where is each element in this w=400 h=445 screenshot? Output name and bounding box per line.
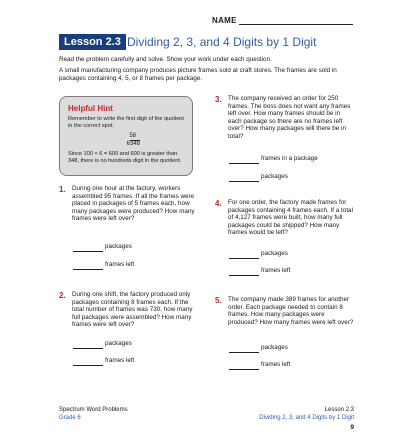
problem-1-number: 1.: [59, 185, 66, 194]
problem-2-answer-line-2[interactable]: [73, 365, 103, 366]
problem-5-text: The company made 389 frames for another order. Each package needed to contain 8 frames. How many packages were produced? How many frames were left over?: [228, 296, 354, 326]
problem-4-text: For one order, the factory made frames for packages containing 4 frames each. If a total of 4,127 frames were built, how many full packages could be shipped? How many frames would be left?: [228, 199, 353, 237]
problem-3-answer-label-1: frames in a package: [261, 155, 318, 162]
problem-1-answer-label-1: packages: [105, 243, 132, 250]
problem-3-answer-line-1[interactable]: [229, 163, 259, 164]
footer-book-title: Spectrum Word Problems: [59, 407, 128, 413]
page-number: 9: [350, 424, 354, 431]
lesson-badge: Lesson 2.3: [59, 34, 126, 50]
footer-lesson: Lesson 2.3: [324, 407, 354, 413]
problem-2-answer-line-1[interactable]: [73, 348, 103, 349]
problem-1-answer-label-2: frames left: [105, 261, 135, 268]
problem-1-answer-line-2[interactable]: [73, 269, 103, 270]
problem-3-number: 3.: [215, 95, 222, 104]
problem-1-text: During one hour at the factory, workers assembled 95 frames. If all the frames were placed in packages of 5 frames each, how many packages were produced? How many frames were left over?: [72, 185, 195, 223]
hint-quotient: 58: [129, 133, 136, 139]
problem-2-number: 2.: [59, 291, 66, 300]
footer-grade: Grade 6: [59, 415, 81, 421]
name-label: NAME: [212, 16, 237, 25]
long-division-example: [100, 133, 140, 148]
footer-lesson-title: Dividing 2, 3, and 4 Digits by 1 Digit: [259, 415, 354, 421]
name-line: [239, 24, 353, 25]
problem-3-text: The company received an order for 250 frames. The boss does not want any frames left over. How many frames should be in each package so there are no frames left over? How many packages will there be in total?: [228, 95, 351, 140]
hint-text-1: Remember to write the first digit of the quotient in the correct spot.: [68, 116, 184, 129]
problem-4-answer-label-1: packages: [261, 250, 288, 257]
problem-3-answer-label-2: packages: [261, 173, 288, 180]
page-title: Dividing 2, 3, and 4 Digits by 1 Digit: [127, 35, 317, 49]
problem-5-answer-line-2[interactable]: [229, 369, 259, 370]
problem-5-answer-line-1[interactable]: [229, 352, 259, 353]
problem-3-answer-line-2[interactable]: [229, 181, 259, 182]
helpful-hint-box: [59, 96, 193, 176]
problem-5-answer-label-1: packages: [261, 344, 288, 351]
hint-title: Helpful Hint: [68, 104, 113, 113]
problem-4-answer-line-2[interactable]: [229, 275, 259, 276]
problem-2-answer-label-1: packages: [105, 340, 132, 347]
intro-paragraph: A small manufacturing company produces picture frames sold at craft stores. The frames are sold in packages containing 4, 5, or 8 frames per package.: [59, 67, 337, 82]
problem-4-number: 4.: [215, 199, 222, 208]
problem-4-answer-line-1[interactable]: [229, 258, 259, 259]
hint-divisor: 6: [126, 141, 130, 147]
problem-2-text: During one shift, the factory produced only packages containing 8 frames each. If the total number of frames was 730, how many full packages were assembled? How many frames were left over?: [72, 291, 193, 329]
problem-1-answer-line-1[interactable]: [73, 251, 103, 252]
problem-4-answer-label-2: frames left: [261, 267, 291, 274]
instructions: Read the problem carefully and solve. Show your work under each question.: [59, 56, 272, 63]
problem-5-answer-label-2: frames left: [261, 361, 291, 368]
problem-5-number: 5.: [215, 296, 222, 305]
problem-2-answer-label-2: frames left: [105, 357, 135, 364]
hint-dividend: 348: [129, 141, 140, 147]
hint-text-2: Since 100 × 6 = 600 and 600 is greater than 348, there is no hundreds digit in the quotient.: [68, 151, 182, 164]
